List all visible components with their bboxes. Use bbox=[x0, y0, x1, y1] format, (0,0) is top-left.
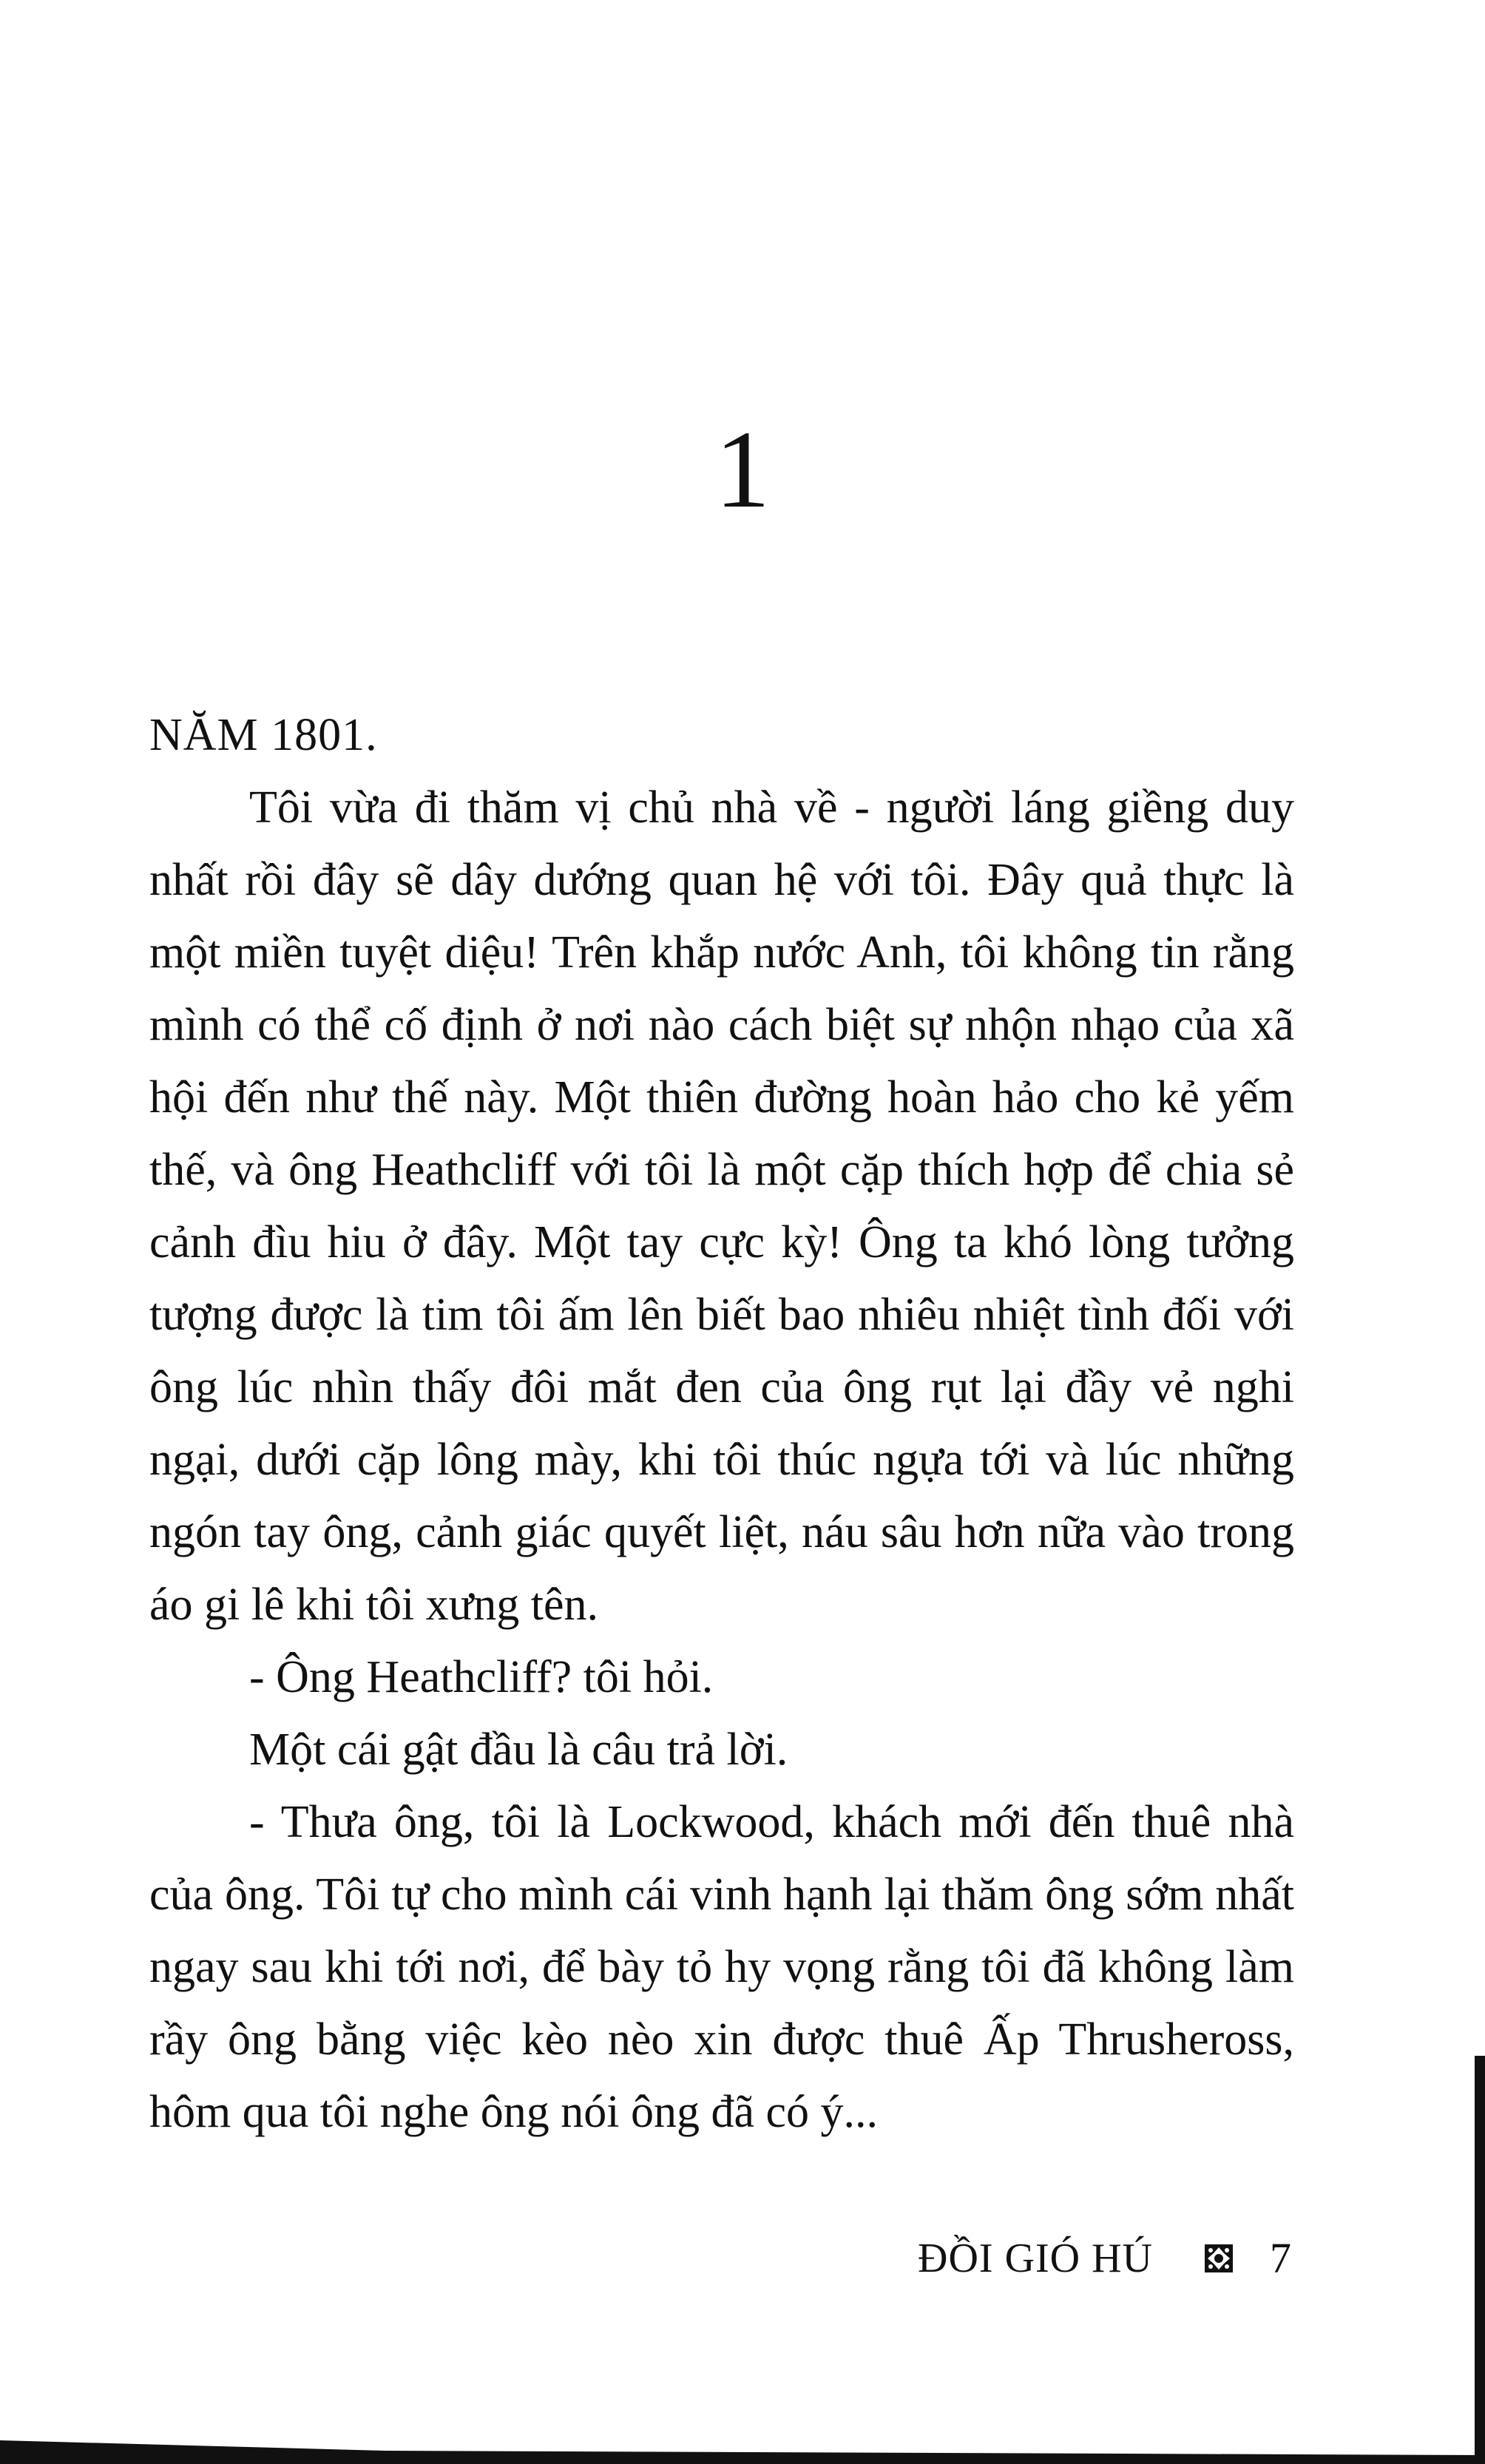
paragraph-2: - Ông Heathcliff? tôi hỏi. bbox=[249, 1652, 714, 1702]
page-number: 7 bbox=[1270, 2234, 1291, 2282]
chapter-number: 1 bbox=[714, 408, 771, 531]
page-footer bbox=[918, 2234, 1291, 2282]
page-edge-right bbox=[1475, 2056, 1485, 2464]
chapter-text bbox=[149, 699, 1294, 2148]
paragraph-1: Tôi vừa đi thăm vị chủ nhà về - người láng giềng duy nhất rồi đây sẽ dây dướng quan hệ với tôi. Đây quả thực là một miền tuyệt diệu! Trên khắp nước Anh, tôi không tin rằng mình có thể cố định ở nơi nào cách biệt sự nhộn nhạo của xã hội đến như thế này. Một thiên đường hoàn hảo cho kẻ yếm thế, và ông Heathcliff với tôi là một cặp thích hợp để chia sẻ cảnh đìu hiu ở đây. Một tay cực kỳ! Ông ta khó lòng tưởng tượng được là tim tôi ấm lên biết bao nhiêu nhiệt tình đối với ông lúc nhìn thấy đôi mắt đen của ông rụt lại đầy vẻ nghi ngại, dưới cặp lông mày, khi tôi thúc ngựa tới và lúc những ngón tay ông, cảnh giác quyết liệt, náu sâu hơn nữa vào trong áo gi lê khi tôi xưng tên. bbox=[149, 782, 1294, 1630]
page-edge-bottom bbox=[0, 2430, 1485, 2464]
section-heading: NĂM 1801. bbox=[149, 710, 378, 760]
ornament-icon bbox=[1202, 2241, 1236, 2275]
book-title: ĐỒI GIÓ HÚ bbox=[918, 2235, 1153, 2281]
paragraph-3: Một cái gật đầu là câu trả lời. bbox=[249, 1725, 788, 1775]
paragraph-4: - Thưa ông, tôi là Lockwood, khách mới đến thuê nhà của ông. Tôi tự cho mình cái vinh hạnh lại thăm ông sớm nhất ngay sau khi tới nơi, để bày tỏ hy vọng rằng tôi đã không làm rầy ông bằng việc kèo nèo xin được thuê Ấp Thrusheross, hôm qua tôi nghe ông nói ông đã có ý... bbox=[149, 1797, 1294, 2137]
